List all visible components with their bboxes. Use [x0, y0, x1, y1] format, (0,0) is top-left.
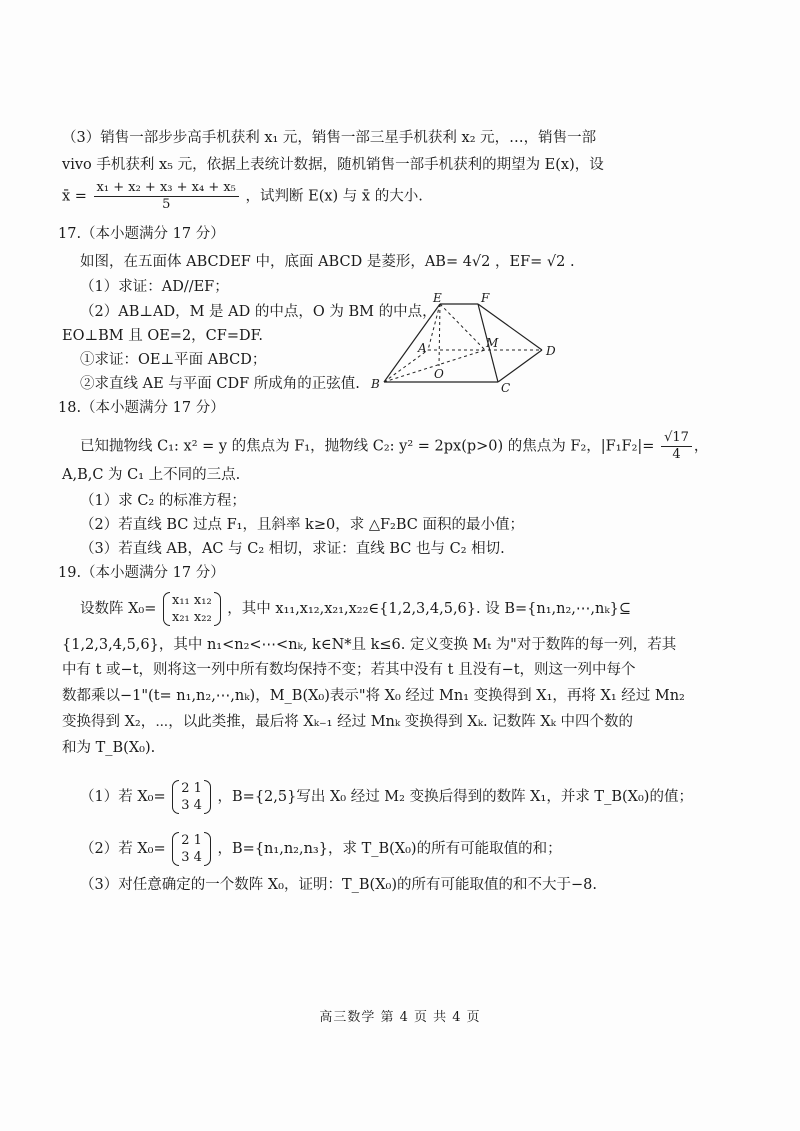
q18-points: A,B,C 为 C₁ 上不同的三点. [62, 467, 241, 483]
label-C: C [501, 381, 511, 395]
q19-stem-cont: ，其中 x₁₁,x₁₂,x₂₁,x₂₂∈{1,2,3,4,5,6}. 设 B={n₁,n₂,⋯,nₖ}⊆ [227, 601, 632, 617]
label-A: A [418, 341, 427, 355]
compare-text: ，试判断 E(x) 与 x̄ 的大小. [245, 188, 423, 205]
matrix-row: 3 4 [181, 850, 202, 865]
q18-comma: ， [693, 438, 709, 455]
q18-stem-text: 已知抛物线 C₁: x² = y 的焦点为 F₁，抛物线 C₂: y² = 2px(p>0) 的焦点为 F₂，|F₁F₂|= [80, 438, 655, 455]
matrix-row: 2 1 [181, 781, 202, 796]
q19-stem-line1 [80, 592, 631, 626]
label-F: F [481, 291, 490, 305]
q18-part1: （1）求 C₂ 的标准方程； [80, 493, 246, 509]
q19-part2-prefix: （2）若 X₀= [80, 841, 166, 857]
q18-heading: 18.（本小题满分 17 分） [58, 400, 225, 416]
q19-stem-line3: 中有 t 或−t，则将这一列中所有数均保持不变；若其中没有 t 且没有−t，则这一列中每个 [62, 662, 636, 678]
matrix-row: x₁₁ x₁₂ [172, 593, 212, 608]
label-M: M [486, 336, 499, 350]
mean-fraction [94, 180, 239, 213]
matrix-x0-general [163, 592, 221, 626]
q19-part3: （3）对任意确定的一个数阵 X₀，证明：T_B(X₀)的所有可能取值的和不大于−8. [80, 877, 597, 893]
q17-sub2: ②求直线 AE 与平面 CDF 所成角的正弦值. [80, 376, 360, 392]
q19-heading: 19.（本小题满分 17 分） [58, 565, 225, 581]
q16-part3-line2: vivo 手机获利 x₅ 元，依据上表统计数据，随机销售一部手机获利的期望为 E(x)，设 [62, 157, 604, 173]
label-O: O [434, 367, 444, 381]
label-B: B [371, 377, 380, 391]
pentahedron-figure [360, 290, 570, 400]
q18-stem [80, 430, 708, 463]
q17-part1: （1）求证：AD//EF； [80, 279, 229, 295]
q19-part2-text: ，B={n₁,n₂,n₃}，求 T_B(X₀)的所有可能取值的和； [217, 841, 562, 857]
q19-matrix-intro: 设数阵 X₀= [80, 601, 157, 617]
q16-part3-line1: （3）销售一部步步高手机获利 x₁ 元，销售一部三星手机获利 x₂ 元，…，销售一部 [62, 130, 597, 146]
q17-heading: 17.（本小题满分 17 分） [58, 226, 225, 242]
q19-part1 [80, 780, 693, 814]
q19-stem-line4: 数都乘以−1"(t= n₁,n₂,⋯,nₖ)，M_B(X₀)表示"将 X₀ 经过 Mn₁ 变换得到 X₁，再将 X₁ 经过 Mn₂ [62, 688, 685, 704]
matrix-row: x₂₁ x₂₂ [172, 610, 212, 625]
q17-sub1: ①求证：OE⊥平面 ABCD； [80, 352, 267, 368]
q19-part2 [80, 832, 562, 866]
f1f2-fraction [661, 430, 692, 463]
f1f2-denominator: 4 [672, 447, 681, 462]
q19-part1-prefix: （1）若 X₀= [80, 789, 166, 805]
q19-stem-line6: 和为 T_B(X₀). [62, 740, 156, 756]
label-E: E [433, 291, 442, 305]
q16-part3-line3 [62, 180, 423, 213]
mean-denominator: 5 [162, 197, 171, 212]
f1f2-numerator: √17 [661, 430, 692, 447]
q18-part2: （2）若直线 BC 过点 F₁，且斜率 k≥0，求 △F₂BC 面积的最小值； [80, 517, 524, 533]
q17-part2-cond: EO⊥BM 且 OE=2，CF=DF. [62, 328, 264, 344]
matrix-row: 2 1 [181, 833, 202, 848]
xbar-label: x̄ = [62, 188, 87, 205]
matrix-row: 3 4 [181, 798, 202, 813]
q19-stem-line5: 变换得到 X₂，⋯，以此类推，最后将 Xₖ₋₁ 经过 Mnₖ 变换得到 Xₖ. 记数阵 Xₖ 中四个数的 [62, 714, 634, 730]
matrix-x0-part1 [172, 780, 211, 814]
mean-numerator: x₁ + x₂ + x₃ + x₄ + x₅ [94, 180, 239, 197]
page-footer: 高三数学 第 4 页 共 4 页 [319, 1010, 481, 1025]
label-D: D [546, 344, 556, 358]
q19-part1-text: ，B={2,5}写出 X₀ 经过 M₂ 变换后得到的数阵 X₁，并求 T_B(X₀)的值； [217, 789, 693, 805]
matrix-x0-part2 [172, 832, 211, 866]
q17-stem: 如图，在五面体 ABCDEF 中，底面 ABCD 是菱形，AB= 4√2 ，EF= √2 . [80, 254, 575, 270]
q19-stem-line2: {1,2,3,4,5,6}，其中 n₁<n₂<⋯<nₖ, k∈N*且 k≤6. 定义变换 Mₜ 为"对于数阵的每一列，若其 [62, 637, 677, 653]
q17-part2: （2）AB⊥AD，M 是 AD 的中点，O 为 BM 的中点， [80, 304, 437, 320]
q18-part3: （3）若直线 AB，AC 与 C₂ 相切，求证：直线 BC 也与 C₂ 相切. [80, 541, 505, 557]
